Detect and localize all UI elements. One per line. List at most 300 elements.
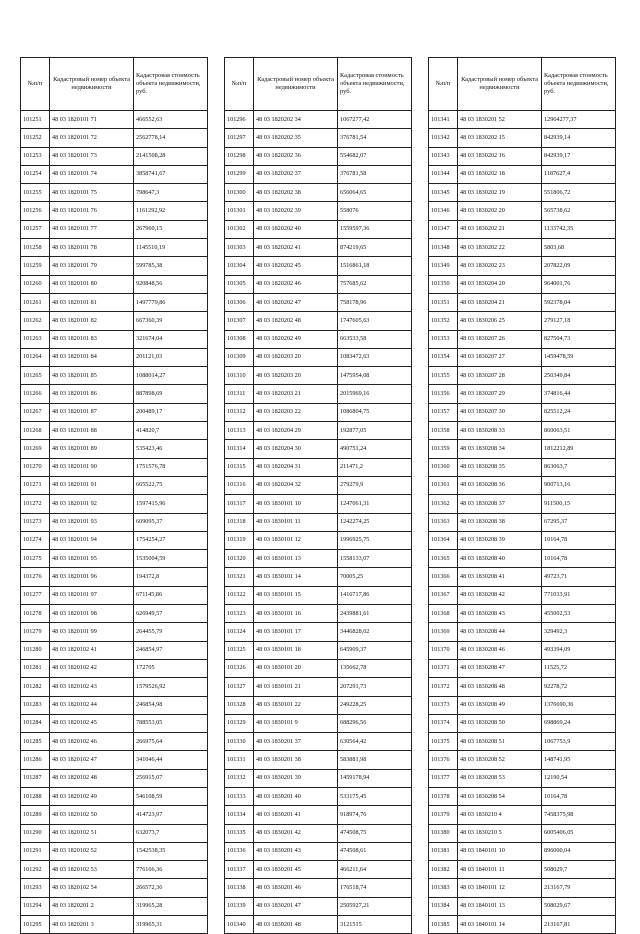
cadastral-number: 48 03 1820101 95 [50,550,134,568]
table-row [21,330,208,348]
row-number: 101318 [225,513,254,531]
row-number: 101288 [21,787,50,805]
cadastral-number: 48 03 1830208 52 [458,751,542,769]
row-number: 101351 [429,293,458,311]
cadastral-value: 10164,78 [542,787,616,805]
cadastral-number: 48 03 1840101 12 [458,879,542,897]
row-number: 101316 [225,476,254,494]
cadastral-number: 48 03 1830207 29 [458,385,542,403]
cadastral-number: 48 03 1820202 39 [254,202,338,220]
cadastral-value: 246854,98 [134,696,208,714]
cadastral-value: 213167,81 [542,916,616,934]
table-row [225,824,412,842]
table-row [429,842,616,860]
cadastral-value: 667360,39 [134,312,208,330]
cadastral-number: 48 03 1830101 14 [254,568,338,586]
cadastral-value: 1747605,63 [338,312,412,330]
table-row [21,659,208,677]
table-row [21,550,208,568]
row-number: 101278 [21,605,50,623]
row-number: 101306 [225,293,254,311]
cadastral-number: 48 03 1820101 87 [50,403,134,421]
row-number: 101296 [225,111,254,129]
row-number: 101290 [21,824,50,842]
row-number: 101313 [225,422,254,440]
cadastral-value: 12964277,37 [542,111,616,129]
cadastral-value: 758178,96 [338,293,412,311]
cadastral-number: 48 03 1820203 22 [254,403,338,421]
row-number: 101335 [225,824,254,842]
cadastral-value: 493394,09 [542,641,616,659]
table-row [225,440,412,458]
cadastral-number: 48 03 1820202 47 [254,293,338,311]
table-row [225,513,412,531]
cadastral-number: 48 03 1820101 71 [50,111,134,129]
row-number: 101345 [429,184,458,202]
row-number: 101372 [429,678,458,696]
cadastral-number: 48 03 1820202 37 [254,165,338,183]
row-number: 101346 [429,202,458,220]
row-number: 101293 [21,879,50,897]
cadastral-number: 48 03 1830101 10 [254,495,338,513]
table-row [429,367,616,385]
table-row [225,861,412,879]
table-row [429,879,616,897]
cadastral-value: 842939,17 [542,147,616,165]
cadastral-number: 48 03 1830202 15 [458,129,542,147]
table-row [21,824,208,842]
table-row [21,861,208,879]
table-row [225,842,412,860]
row-number: 101355 [429,367,458,385]
table-row [225,568,412,586]
cadastral-value: 321674,04 [134,330,208,348]
cadastral-number: 48 03 1830101 16 [254,605,338,623]
cadastral-value: 49723,71 [542,568,616,586]
cadastral-number: 48 03 1820202 41 [254,239,338,257]
cadastral-value: 474508,61 [338,842,412,860]
cadastral-number: 48 03 1820102 42 [50,659,134,677]
row-number: 101348 [429,239,458,257]
cadastral-value: 688296,56 [338,714,412,732]
row-number: 101371 [429,659,458,677]
cadastral-value: 626949,57 [134,605,208,623]
table-row [429,550,616,568]
row-number: 101285 [21,733,50,751]
cadastral-value: 798647,3 [134,184,208,202]
row-number: 101379 [429,806,458,824]
table-row [225,367,412,385]
row-number: 101297 [225,129,254,147]
row-number: 101319 [225,531,254,549]
row-number: 101268 [21,422,50,440]
cadastral-number: 48 03 1820201 2 [50,897,134,915]
table-row [429,348,616,366]
table-row [225,787,412,805]
table-row [225,916,412,934]
table-row [21,714,208,732]
cadastral-value: 213167,79 [542,879,616,897]
table-row [429,531,616,549]
cadastral-number: 48 03 1820102 50 [50,806,134,824]
table-row [21,147,208,165]
cadastral-number: 48 03 1830101 9 [254,714,338,732]
cadastral-number: 48 03 1830204 20 [458,275,542,293]
table-row [429,733,616,751]
cadastral-value: 533175,45 [338,787,412,805]
cadastral-number: 48 03 1830201 45 [254,861,338,879]
row-number: 101260 [21,275,50,293]
row-number: 101354 [429,348,458,366]
table-row [429,476,616,494]
table-row [429,312,616,330]
cadastral-value: 246854,97 [134,641,208,659]
table-row [225,165,412,183]
cadastral-value: 414820,7 [134,422,208,440]
row-number: 101356 [429,385,458,403]
cadastral-number: 48 03 1820101 79 [50,257,134,275]
cadastral-number: 48 03 1820102 53 [50,861,134,879]
cadastral-number: 48 03 1830207 26 [458,330,542,348]
table-row [21,586,208,604]
cadastral-value: 266975,64 [134,733,208,751]
cadastral-value: 1161292,92 [134,202,208,220]
row-number: 101331 [225,751,254,769]
cadastral-number: 48 03 1830202 22 [458,239,542,257]
cadastral-number: 48 03 1830208 51 [458,733,542,751]
cadastral-value: 266572,36 [134,879,208,897]
cadastral-number: 48 03 1830210 5 [458,824,542,842]
row-number: 101277 [21,586,50,604]
row-number: 101341 [429,111,458,129]
cadastral-number: 48 03 1830208 50 [458,714,542,732]
cadastral-number: 48 03 1820202 48 [254,312,338,330]
table-row [21,385,208,403]
row-number: 101365 [429,550,458,568]
cadastral-value: 1751576,78 [134,458,208,476]
cadastral-number: 48 03 1830101 18 [254,641,338,659]
cadastral-number: 48 03 1820101 97 [50,586,134,604]
cadastral-number: 48 03 1820204 29 [254,422,338,440]
cadastral-value: 200489,17 [134,403,208,421]
cadastral-number: 48 03 1830202 18 [458,165,542,183]
table-row [429,330,616,348]
table-row [21,769,208,787]
cadastral-value: 1579526,92 [134,678,208,696]
row-number: 101370 [429,641,458,659]
cadastral-number: 48 03 1830204 21 [458,293,542,311]
table-row [21,897,208,915]
table-row [21,422,208,440]
row-number: 101329 [225,714,254,732]
cadastral-number: 48 03 1820101 74 [50,165,134,183]
cadastral-number: 48 03 1820201 3 [50,916,134,934]
row-number: 101326 [225,659,254,677]
cadastral-number: 48 03 1830101 15 [254,586,338,604]
row-number: 101301 [225,202,254,220]
cadastral-value: 645909,37 [338,641,412,659]
row-number: 101339 [225,897,254,915]
cadastral-value: 2015969,16 [338,385,412,403]
table-row [21,257,208,275]
cadastral-number: 48 03 1830201 40 [254,787,338,805]
cadastral-number: 48 03 1840101 11 [458,861,542,879]
row-number: 101366 [429,568,458,586]
cadastral-value: 12190,54 [542,769,616,787]
row-number: 101347 [429,220,458,238]
row-number: 101258 [21,239,50,257]
cadastral-value: 1475954,08 [338,367,412,385]
table-row [429,696,616,714]
row-number: 101373 [429,696,458,714]
table-row [225,202,412,220]
row-number: 101364 [429,531,458,549]
row-number: 101350 [429,275,458,293]
cadastral-value: 1187627,4 [542,165,616,183]
cadastral-value: 2141508,28 [134,147,208,165]
row-number: 101322 [225,586,254,604]
cadastral-value: 656064,65 [338,184,412,202]
header-num: №п/п [225,58,254,111]
header-row [225,58,412,111]
cadastral-number: 48 03 1830208 36 [458,476,542,494]
cadastral-value: 887898,69 [134,385,208,403]
cadastral-value: 1535004,59 [134,550,208,568]
cadastral-value: 3858741,67 [134,165,208,183]
row-number: 101321 [225,568,254,586]
table-row [225,275,412,293]
cadastral-number: 48 03 1820101 99 [50,623,134,641]
cadastral-value: 583881,98 [338,751,412,769]
cadastral-value: 2505927,21 [338,897,412,915]
cadastral-number: 48 03 1830208 41 [458,568,542,586]
cadastral-number: 48 03 1820101 81 [50,293,134,311]
cadastral-number: 48 03 1820101 80 [50,275,134,293]
table-row [225,220,412,238]
cadastral-number: 48 03 1830208 33 [458,422,542,440]
row-number: 101377 [429,769,458,787]
header-row [21,58,208,111]
table-row [225,879,412,897]
row-number: 101328 [225,696,254,714]
row-number: 101344 [429,165,458,183]
table-row [429,165,616,183]
cadastral-number: 48 03 1820102 44 [50,696,134,714]
table-row [429,275,616,293]
cadastral-value: 10164,78 [542,531,616,549]
cadastral-table-2 [224,57,412,934]
cadastral-number: 48 03 1830208 40 [458,550,542,568]
row-number: 101385 [429,916,458,934]
table-row [21,293,208,311]
row-number: 101289 [21,806,50,824]
row-number: 101342 [429,129,458,147]
table-row [21,531,208,549]
cadastral-value: 176518,74 [338,879,412,897]
cadastral-value: 863063,7 [542,458,616,476]
cadastral-value: 319965,28 [134,897,208,915]
cadastral-number: 48 03 1830208 35 [458,458,542,476]
cadastral-value: 508029,67 [542,897,616,915]
row-number: 101267 [21,403,50,421]
cadastral-number: 48 03 1820101 94 [50,531,134,549]
row-number: 101359 [429,440,458,458]
table-row [429,220,616,238]
table-row [429,111,616,129]
cadastral-number: 48 03 1830208 34 [458,440,542,458]
table-row [21,367,208,385]
row-number: 101305 [225,275,254,293]
table-row [429,293,616,311]
cadastral-number: 48 03 1830201 48 [254,916,338,934]
cadastral-value: 1558133,07 [338,550,412,568]
row-number: 101312 [225,403,254,421]
row-number: 101320 [225,550,254,568]
table-row [21,440,208,458]
table-row [225,641,412,659]
cadastral-number: 48 03 1820101 78 [50,239,134,257]
cadastral-value: 665522,75 [134,476,208,494]
row-number: 101381 [429,842,458,860]
table-row [429,458,616,476]
cadastral-number: 48 03 1830208 47 [458,659,542,677]
row-number: 101369 [429,623,458,641]
row-number: 101310 [225,367,254,385]
row-number: 101363 [429,513,458,531]
table-row [21,605,208,623]
cadastral-number: 48 03 1830208 49 [458,696,542,714]
table-row [225,550,412,568]
row-number: 101266 [21,385,50,403]
cadastral-value: 874219,65 [338,239,412,257]
cadastral-value: 1542538,35 [134,842,208,860]
cadastral-number: 48 03 1830202 20 [458,202,542,220]
cadastral-number: 48 03 1830207 27 [458,348,542,366]
cadastral-number: 48 03 1830207 30 [458,403,542,421]
cadastral-number: 48 03 1830208 42 [458,586,542,604]
row-number: 101309 [225,348,254,366]
cadastral-number: 48 03 1830208 37 [458,495,542,513]
cadastral-number: 48 03 1820101 76 [50,202,134,220]
table-row [21,220,208,238]
row-number: 101299 [225,165,254,183]
cadastral-value: 1996925,75 [338,531,412,549]
cadastral-number: 48 03 1830208 39 [458,531,542,549]
row-number: 101384 [429,897,458,915]
table-row [429,257,616,275]
cadastral-value: 466211,64 [338,861,412,879]
cadastral-number: 48 03 1820203 21 [254,385,338,403]
cadastral-value: 546108,59 [134,787,208,805]
row-number: 101282 [21,678,50,696]
cadastral-number: 48 03 1820101 84 [50,348,134,366]
table-row [225,806,412,824]
cadastral-number: 48 03 1820102 46 [50,733,134,751]
table-row [21,348,208,366]
cadastral-value: 256915,07 [134,769,208,787]
cadastral-value: 554682,07 [338,147,412,165]
cadastral-number: 48 03 1830202 19 [458,184,542,202]
row-number: 101294 [21,897,50,915]
cadastral-number: 48 03 1830101 13 [254,550,338,568]
cadastral-value: 267960,15 [134,220,208,238]
cadastral-value: 698869,24 [542,714,616,732]
cadastral-value: 757685,62 [338,275,412,293]
row-number: 101273 [21,513,50,531]
cadastral-number: 48 03 1820102 51 [50,824,134,842]
cadastral-number: 48 03 1820101 98 [50,605,134,623]
header-num: №п/п [21,58,50,111]
table-row [225,751,412,769]
cadastral-value: 535423,46 [134,440,208,458]
table-row [225,312,412,330]
cadastral-value: 2562778,14 [134,129,208,147]
table-row [21,733,208,751]
row-number: 101300 [225,184,254,202]
table-row [21,239,208,257]
table-row [429,586,616,604]
table-row [21,678,208,696]
cadastral-number: 48 03 1820101 86 [50,385,134,403]
table-row [225,184,412,202]
row-number: 101292 [21,861,50,879]
header-row [429,58,616,111]
cadastral-value: 341046,44 [134,751,208,769]
row-number: 101311 [225,385,254,403]
table-row [429,147,616,165]
cadastral-value: 1497779,86 [134,293,208,311]
table-row [429,403,616,421]
table-row [225,348,412,366]
cadastral-value: 5803,68 [542,239,616,257]
table-row [21,787,208,805]
header-cadastral: Кадастровый номер объекта недвижимости [50,58,134,111]
table-row [21,111,208,129]
cadastral-value: 414723,97 [134,806,208,824]
table-row [21,476,208,494]
cadastral-number: 48 03 1830201 52 [458,111,542,129]
cadastral-number: 48 03 1820102 47 [50,751,134,769]
row-number: 101281 [21,659,50,677]
row-number: 101383 [429,879,458,897]
cadastral-value: 599785,38 [134,257,208,275]
row-number: 101323 [225,605,254,623]
cadastral-value: 194372,8 [134,568,208,586]
cadastral-value: 329492,3 [542,623,616,641]
cadastral-number: 48 03 1830201 47 [254,897,338,915]
cadastral-number: 48 03 1830101 12 [254,531,338,549]
table-row [429,641,616,659]
cadastral-value: 551806,72 [542,184,616,202]
row-number: 101334 [225,806,254,824]
row-number: 101264 [21,348,50,366]
cadastral-value: 860063,51 [542,422,616,440]
cadastral-number: 48 03 1830201 42 [254,824,338,842]
row-number: 101361 [429,476,458,494]
cadastral-number: 48 03 1820101 92 [50,495,134,513]
row-number: 101367 [429,586,458,604]
cadastral-value: 1145510,19 [134,239,208,257]
row-number: 101352 [429,312,458,330]
row-number: 101315 [225,458,254,476]
row-number: 101380 [429,824,458,842]
cadastral-number: 48 03 1830101 17 [254,623,338,641]
row-number: 101302 [225,220,254,238]
cadastral-number: 48 03 1820101 83 [50,330,134,348]
cadastral-number: 48 03 1830208 53 [458,769,542,787]
row-number: 101251 [21,111,50,129]
table-row [225,458,412,476]
